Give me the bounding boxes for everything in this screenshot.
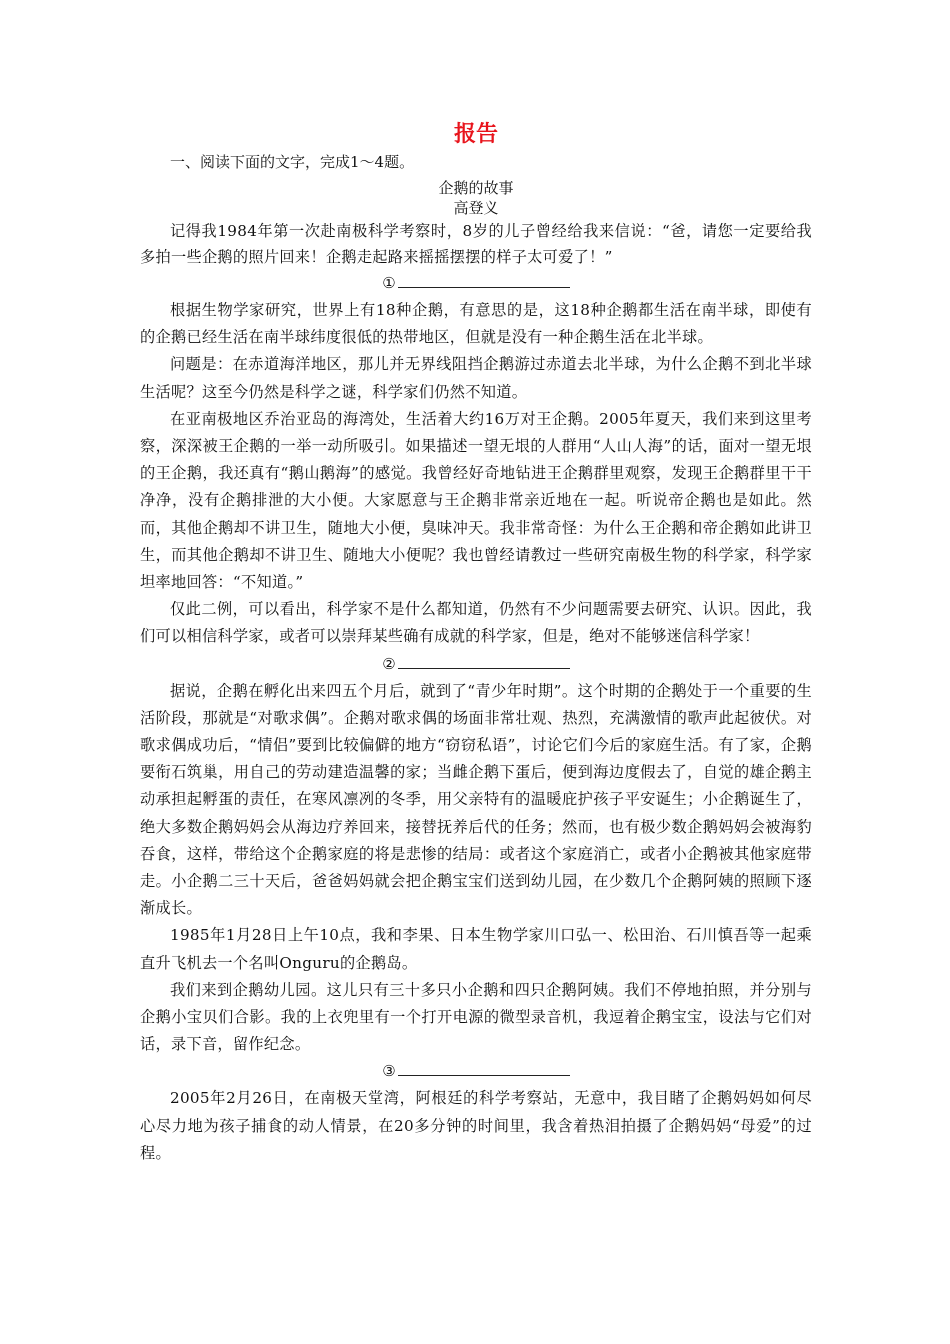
blank-number-2: ② bbox=[382, 654, 396, 673]
paragraph-6: 据说，企鹅在孵化出来四五个月后，就到了“青少年时期”。这个时期的企鹅处于一个重要的生活阶段，那就是“对歌求偶”。企鹅对歌求偶的场面非常壮观、热烈，充满激情的歌声此起彼伏。对歌求偶成功后，“情侣”要到比较偏僻的地方“窃窃私语”，讨论它们今后的家庭生活。有了家，企鹅要衔石筑巢，用自己的劳动建造温馨的家；当雌企鹅下蛋后，便到海边度假去了，自觉的雄企鹅主动承担起孵蛋的责任，在寒风凛冽的冬季，用父亲特有的温暖庇护孩子平安诞生；小企鹅诞生了，绝大多数企鹅妈妈会从海边疗养回来，接替抚养后代的任务；然而，也有极少数企鹅妈妈会被海豹吞食，这样，带给这个企鹅家庭的将是悲惨的结局：或者这个家庭消亡，或者小企鹅被其他家庭带走。小企鹅二三十天后，爸爸妈妈就会把企鹅宝宝们送到幼儿园，在少数几个企鹅阿姨的照顾下逐渐成长。 bbox=[140, 681, 812, 918]
question-instruction: 一、阅读下面的文字，完成1～4题。 bbox=[170, 153, 415, 171]
blank-number-1: ① bbox=[382, 274, 396, 292]
section-heading-blank-1 bbox=[140, 270, 812, 297]
story-author: 高登义 bbox=[453, 199, 499, 217]
section-heading-blank-2 bbox=[140, 651, 812, 678]
blank-number-3: ③ bbox=[382, 1062, 396, 1081]
paragraph-7: 1985年1月28日上午10点，我和李果、日本生物学家川口弘一、松田治、石川慎吾等一起乘直升飞机去一个名叫Onguru的企鹅岛。 bbox=[140, 926, 812, 972]
story-title: 企鹅的故事 bbox=[438, 179, 514, 197]
paragraph-2: 根据生物学家研究，世界上有18种企鹅，有意思的是，这18种企鹅都生活在南半球，即使有的企鹅已经生活在南半球纬度很低的热带地区，但就是没有一种企鹅生活在北半球。 bbox=[140, 301, 812, 347]
fill-in-line-2[interactable] bbox=[398, 651, 570, 669]
paragraph-9: 2005年2月26日，在南极天堂湾，阿根廷的科学考察站，无意中，我目睹了企鹅妈妈如何尽心尽力地为孩子捕食的动人情景，在20多分钟的时间里，我含着热泪拍摄了企鹅妈妈“母爱”的过程。 bbox=[140, 1089, 812, 1162]
fill-in-line-1[interactable] bbox=[398, 270, 570, 288]
page-title: 报告 bbox=[453, 122, 498, 147]
paragraph-3: 问题是：在赤道海洋地区，那儿并无界线阻挡企鹅游过赤道去北半球，为什么企鹅不到北半球生活呢？这至今仍然是科学之谜，科学家们仍然不知道。 bbox=[140, 355, 812, 401]
section-heading-blank-3 bbox=[140, 1058, 812, 1085]
paragraph-8: 我们来到企鹅幼儿园。这儿只有三十多只小企鹅和四只企鹅阿姨。我们不停地拍照，并分别与企鹅小宝贝们合影。我的上衣兜里有一个打开电源的微型录音机，我逗着企鹅宝宝，设法与它们对话，录下音，留作纪念。 bbox=[140, 980, 812, 1054]
paragraph-4: 在亚南极地区乔治亚岛的海湾处，生活着大约16万对王企鹅。2005年夏天，我们来到这里考察，深深被王企鹅的一举一动所吸引。如果描述一望无垠的人群用“人山人海”的话，面对一望无垠的王企鹅，我还真有“鹅山鹅海”的感觉。我曾经好奇地钻进王企鹅群里观察，发现王企鹅群里干干净净，没有企鹅排泄的大小便。大家愿意与王企鹅非常亲近地在一起。听说帝企鹅也是如此。然而，其他企鹅却不讲卫生，随地大小便，臭味冲天。我非常奇怪：为什么王企鹅和帝企鹅如此讲卫生，而其他企鹅却不讲卫生、随地大小便呢？我也曾经请教过一些研究南极生物的科学家，科学家坦率地回答：“不知道。” bbox=[140, 409, 812, 592]
paragraph-1: 记得我1984年第一次赴南极科学考察时，8岁的儿子曾经给我来信说：“爸，请您一定要给我多拍一些企鹅的照片回来！企鹅走起路来摇摇摆摆的样子太可爱了！” bbox=[140, 222, 812, 266]
paragraph-5: 仅此二例，可以看出，科学家不是什么都知道，仍然有不少问题需要去研究、认识。因此，我们可以相信科学家，或者可以崇拜某些确有成就的科学家，但是，绝对不能够迷信科学家！ bbox=[140, 600, 812, 646]
document-page bbox=[140, 118, 812, 1167]
fill-in-line-3[interactable] bbox=[398, 1058, 570, 1076]
